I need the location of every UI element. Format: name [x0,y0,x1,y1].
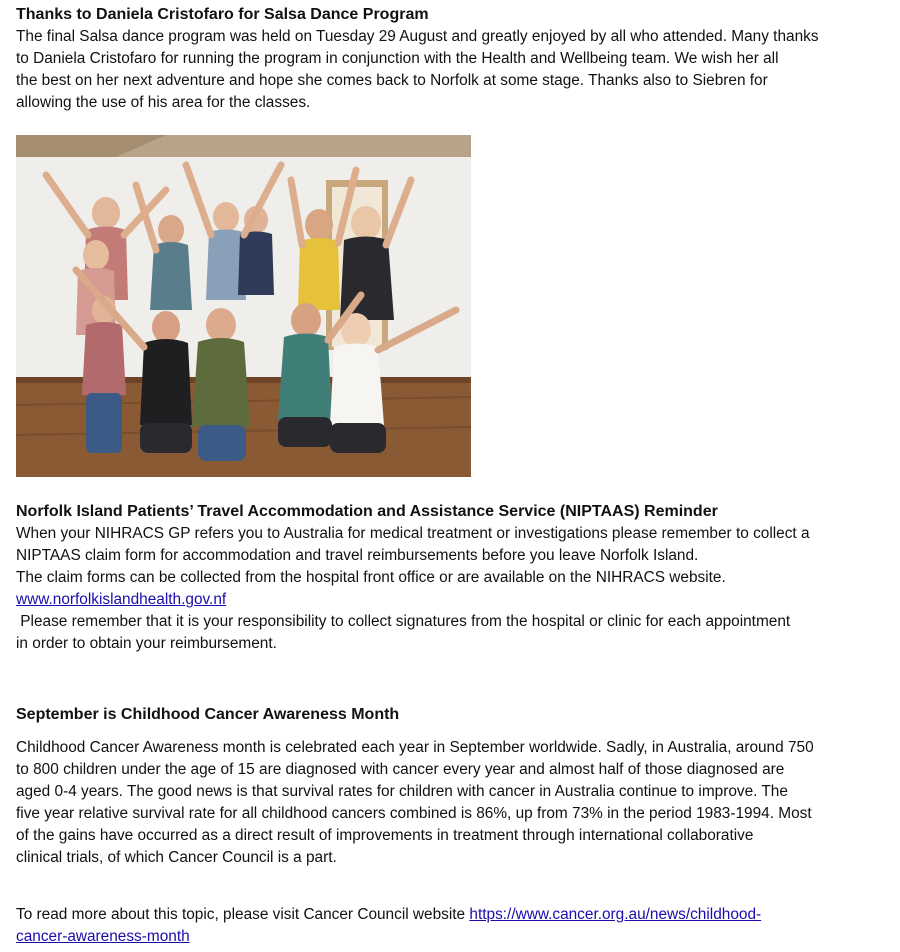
salsa-line-3: the best on her next adventure and hope she comes back to Norfolk at some stage. Thanks also to Siebren for [16,72,768,89]
salsa-heading: Thanks to Daniela Cristofaro for Salsa Dance Program [16,6,429,23]
cancer-line-4: five year relative survival rate for all childhood cancers combined is 86%, up from 73% in the period 1983-1994. Most [16,805,812,822]
cancer-line-1: Childhood Cancer Awareness month is celebrated each year in September worldwide. Sadly, in Australia, around 750 [16,739,814,756]
norfolk-health-website-link[interactable]: www.norfolkislandhealth.gov.nf [16,591,227,608]
cancer-line-6: clinical trials, of which Cancer Council is a part. [16,849,337,866]
cancer-council-link-part-2[interactable]: cancer-awareness-month [16,928,190,945]
niptaas-line-5: in order to obtain your reimbursement. [16,635,277,652]
niptaas-line-3: The claim forms can be collected from the hospital front office or are available on the NIHRACS website. [16,569,726,586]
cancer-line-3: aged 0-4 years. The good news is that survival rates for children with cancer in Australia continue to improve. The [16,783,788,800]
childhood-cancer-body [16,737,888,869]
salsa-body [16,26,888,114]
childhood-cancer-heading: September is Childhood Cancer Awareness Month [16,706,400,723]
salsa-line-1: The final Salsa dance program was held on Tuesday 29 August and greatly enjoyed by all who attended. Many thanks [16,28,819,45]
niptaas-line-2: NIPTAAS claim form for accommodation and travel reimbursements before you leave Norfolk Island. [16,547,699,564]
childhood-cancer-section [16,704,888,869]
read-more-paragraph [16,904,888,948]
salsa-line-4: allowing the use of his area for the classes. [16,94,311,111]
niptaas-body [16,523,888,655]
cancer-council-link-part-1[interactable]: https://www.cancer.org.au/news/childhood- [469,906,762,923]
salsa-section [16,4,888,114]
read-more-text: To read more about this topic, please visit Cancer Council website [16,906,470,923]
niptaas-line-4: Please remember that it is your responsibility to collect signatures from the hospital or clinic for each appointment [16,613,791,630]
niptaas-section [16,501,888,655]
niptaas-heading: Norfolk Island Patients’ Travel Accommodation and Assistance Service (NIPTAAS) Reminder [16,503,718,520]
read-more-section [16,904,888,948]
newsletter-page [16,4,888,945]
salsa-line-2: to Daniela Cristofaro for running the program in conjunction with the Health and Wellbeing team. We wish her all [16,50,779,67]
niptaas-line-1: When your NIHRACS GP refers you to Australia for medical treatment or investigations please remember to collect a [16,525,810,542]
group-photo-illustration [16,135,471,477]
cancer-line-5: of the gains have occurred as a direct result of improvements in treatment through international collaborative [16,827,754,844]
cancer-line-2: to 800 children under the age of 15 are diagnosed with cancer every year and almost half of those diagnosed are [16,761,785,778]
salsa-group-photo [16,135,471,477]
